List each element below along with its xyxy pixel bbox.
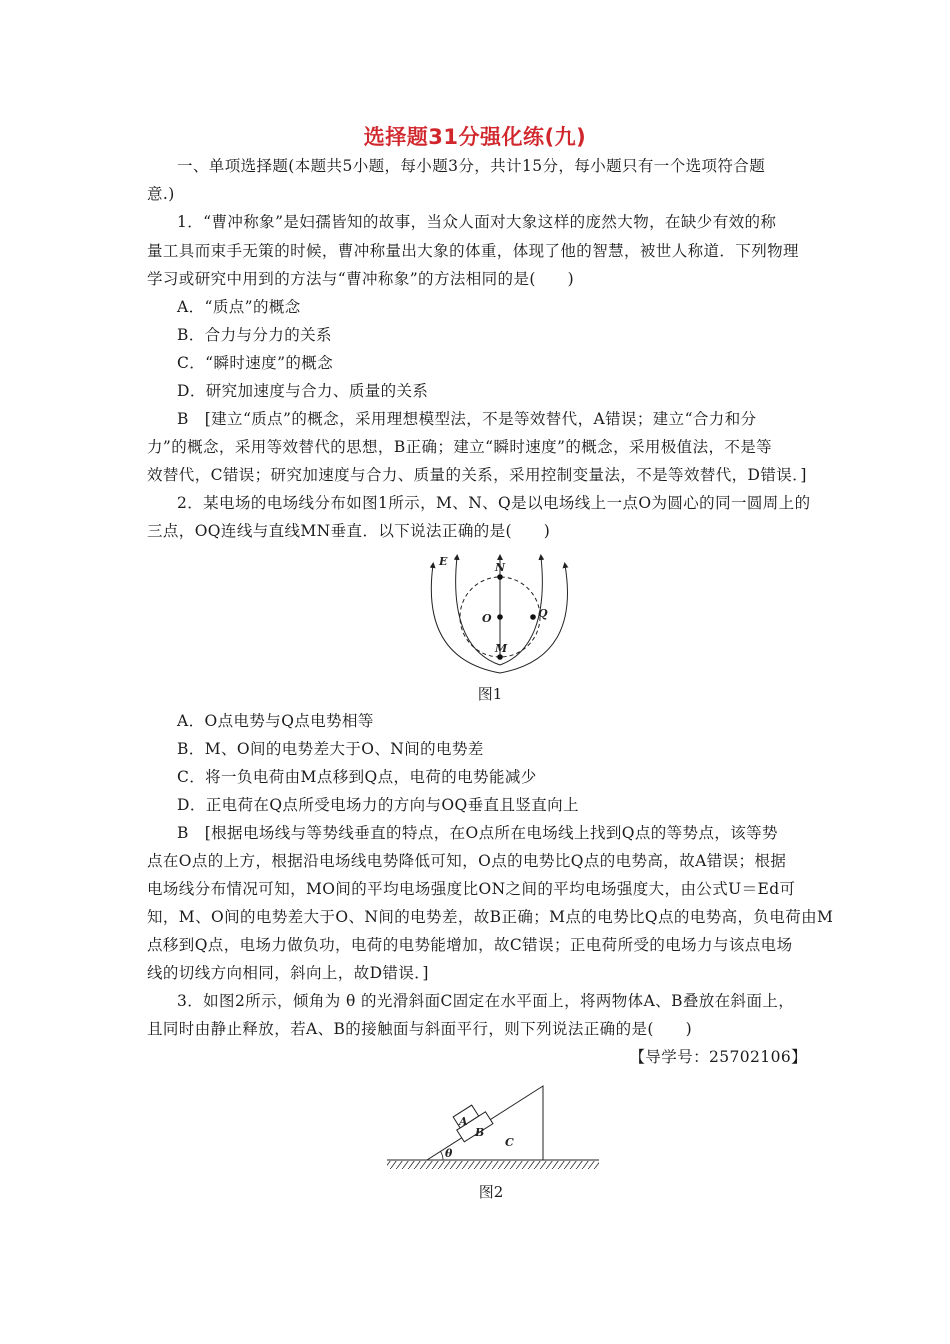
q1-stem-line-2: 量工具而束手无策的时候，曹冲称量出大象的体重，体现了他的智慧，被世人称道．下列物理 xyxy=(147,242,799,260)
guide-number: 【导学号：25702106】 xyxy=(629,1048,807,1066)
label-m: M xyxy=(495,642,508,655)
figure-1-caption: 图1 xyxy=(477,685,503,703)
point-n xyxy=(497,574,503,580)
q2-option-b: B．M、O间的电势差大于O、N间的电势差 xyxy=(177,740,484,758)
q2-option-c: C．将一负电荷由M点移到Q点，电荷的电势能减少 xyxy=(177,768,537,786)
ground-hatch xyxy=(387,1161,599,1169)
q2-answer-line-1: B [根据电场线与等势线垂直的特点，在O点所在电场线上找到Q点的等势点，该等势 xyxy=(177,824,778,842)
q2-stem-line-1: 2．某电场的电场线分布如图1所示，M、N、Q是以电场线上一点O为圆心的同一圆周上的 xyxy=(177,494,811,512)
q1-option-a: A．“质点”的概念 xyxy=(177,298,301,316)
point-m xyxy=(497,654,503,660)
q1-option-c: C．“瞬时速度”的概念 xyxy=(177,354,334,372)
label-b: B xyxy=(475,1126,485,1139)
q1-stem-line-3: 学习或研究中用到的方法与“曹冲称象”的方法相同的是( ) xyxy=(147,270,575,288)
q2-stem-line-2: 三点，OQ连线与直线MN垂直．以下说法正确的是( ) xyxy=(147,522,551,540)
electric-field-figure xyxy=(415,545,585,680)
q2-option-d: D．正电荷在Q点所受电场力的方向与OQ垂直且竖直向上 xyxy=(177,796,579,814)
q3-stem-line-2: 且同时由静止释放，若A、B的接触面与斜面平行，则下列说法正确的是( ) xyxy=(147,1020,693,1038)
section-heading-line-2: 意.) xyxy=(147,185,175,203)
point-o xyxy=(497,614,503,620)
label-e: E xyxy=(439,555,448,568)
point-q xyxy=(530,614,536,620)
incline-figure xyxy=(385,1080,605,1180)
q1-option-d: D．研究加速度与合力、质量的关系 xyxy=(177,382,429,400)
q1-answer-line-1: B [建立“质点”的概念，采用理想模型法，不是等效替代，A错误；建立“合力和分 xyxy=(177,410,757,428)
label-q: Q xyxy=(538,607,548,620)
label-o: O xyxy=(482,612,492,625)
q2-answer-line-5: 点移到Q点，电场力做负功，电荷的电势能增加，故C错误；正电荷所受的电场力与该点电场 xyxy=(147,936,793,954)
q1-option-b: B．合力与分力的关系 xyxy=(177,326,332,344)
q3-stem-line-1: 3．如图2所示，倾角为 θ 的光滑斜面C固定在水平面上，将两物体A、B叠放在斜面上， xyxy=(177,992,795,1010)
q2-answer-line-6: 线的切线方向相同，斜向上，故D错误．] xyxy=(147,964,429,982)
figure-2-caption: 图2 xyxy=(478,1183,504,1201)
q2-answer-line-2: 点在O点的上方，根据沿电场线电势降低可知，O点的电势比Q点的电势高，故A错误；根据 xyxy=(147,852,787,870)
angle-arc xyxy=(441,1151,444,1160)
label-theta: θ xyxy=(445,1147,453,1160)
label-a: A xyxy=(459,1115,468,1128)
q1-answer-line-3: 效替代，C错误；研究加速度与合力、质量的关系，采用控制变量法，不是等效替代，D错误．] xyxy=(147,466,807,484)
q2-answer-line-3: 电场线分布情况可知，MO间的平均电场强度比ON之间的平均电场强度大，由公式U＝Ed可 xyxy=(147,880,796,898)
q1-answer-line-2: 力”的概念，采用等效替代的思想，B正确；建立“瞬时速度”的概念，采用极值法，不是等 xyxy=(147,438,773,456)
page-title: 选择题31分强化练(九) xyxy=(363,125,587,149)
q2-option-a: A．O点电势与Q点电势相等 xyxy=(177,712,374,730)
q1-stem-line-1: 1．“曹冲称象”是妇孺皆知的故事，当众人面对大象这样的庞然大物，在缺少有效的称 xyxy=(177,213,777,231)
q2-answer-line-4: 知，M、O间的电势差大于O、N间的电势差，故B正确；M点的电势比Q点的电势高，负电荷由M xyxy=(147,908,834,926)
label-n: N xyxy=(495,561,506,574)
label-c: C xyxy=(505,1136,514,1149)
field-line-inner-left xyxy=(456,557,500,665)
section-heading-line-1: 一、单项选择题(本题共5小题，每小题3分，共计15分，每小题只有一个选项符合题 xyxy=(177,157,766,175)
